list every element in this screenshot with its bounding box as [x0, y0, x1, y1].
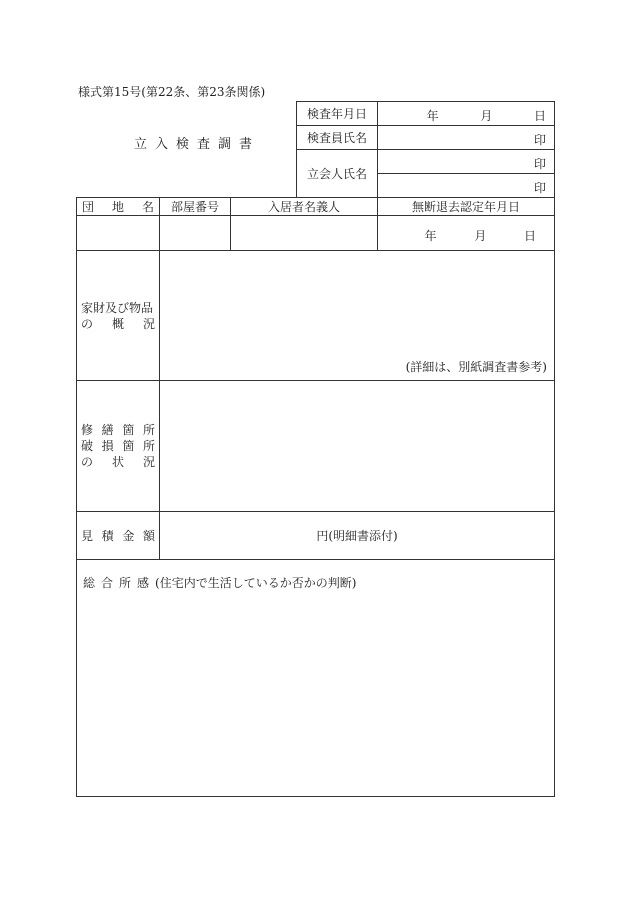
inspection-date-label: 検査年月日 — [297, 102, 378, 126]
repair-label-char: 繕 — [101, 423, 114, 437]
label-char: 地 — [111, 200, 124, 214]
damage-label-char: 破 — [81, 439, 94, 453]
furniture-condition-label-cell — [77, 251, 160, 381]
room-number-field[interactable] — [160, 216, 231, 251]
complex-name-label — [77, 198, 159, 215]
witness-name-field-1[interactable] — [378, 150, 555, 174]
label-char: 名 — [141, 200, 154, 214]
repair-damage-label-cell — [77, 381, 160, 512]
overall-assessment-field[interactable] — [77, 560, 555, 797]
document-title: 立入検査調書 — [134, 137, 261, 152]
repair-label-char: 箇 — [122, 423, 135, 437]
repair-label-char: 修 — [81, 423, 94, 437]
room-number-header: 部屋番号 — [160, 198, 231, 216]
furniture-label-char: の — [81, 316, 94, 331]
inspector-name-field[interactable] — [378, 126, 555, 150]
inspection-body-table — [76, 197, 555, 797]
estimate-amount-field[interactable] — [160, 512, 555, 560]
furniture-label-char: 概 — [111, 316, 124, 331]
estimate-label-char: 積 — [101, 528, 114, 543]
status-label-char: 況 — [142, 455, 155, 469]
form-number-label: 様式第15号(第22条、第23条関係) — [78, 85, 266, 99]
seal-mark: 印 — [533, 157, 546, 171]
label-char: 団 — [82, 200, 95, 214]
estimate-amount-text: 円(明細書添付) — [316, 529, 398, 543]
seal-mark: 印 — [533, 181, 546, 195]
year-unit: 年 — [426, 109, 439, 123]
status-label-char: 状 — [111, 455, 124, 469]
month-unit: 月 — [474, 229, 487, 243]
inspector-name-label: 検査員氏名 — [297, 126, 378, 150]
repair-label-char: 所 — [142, 423, 155, 437]
year-unit: 年 — [424, 229, 437, 243]
inspection-date-field[interactable] — [378, 102, 555, 126]
tenant-name-field[interactable] — [231, 216, 378, 251]
tenant-name-header: 入居者名義人 — [231, 198, 378, 216]
overall-assessment-label: 総合所感 — [83, 576, 156, 590]
complex-name-field[interactable] — [77, 216, 160, 251]
day-unit: 日 — [533, 109, 546, 123]
witness-name-label: 立会人氏名 — [297, 150, 378, 198]
estimate-label-char: 金 — [122, 528, 135, 543]
repair-damage-field[interactable] — [160, 381, 555, 512]
seal-mark: 印 — [533, 133, 546, 147]
furniture-condition-field[interactable] — [160, 251, 555, 381]
estimate-amount-label-cell — [77, 512, 160, 560]
damage-label-char: 所 — [142, 439, 155, 453]
inspection-header-table — [296, 101, 555, 198]
day-unit: 日 — [523, 229, 536, 243]
witness-name-field-2[interactable] — [378, 174, 555, 198]
damage-label-char: 箇 — [122, 439, 135, 453]
estimate-label-char: 見 — [81, 528, 94, 543]
furniture-label-line1: 家財及び物品 — [81, 300, 154, 315]
unauthorized-vacate-date-header: 無断退去認定年月日 — [378, 198, 555, 216]
status-label-char: の — [81, 455, 94, 469]
furniture-detail-note: (詳細は、別紙調査書参考) — [405, 360, 547, 374]
estimate-label-char: 額 — [142, 528, 155, 543]
complex-name-header — [77, 198, 160, 216]
month-unit: 月 — [480, 109, 493, 123]
unauthorized-vacate-date-field[interactable] — [378, 216, 555, 251]
overall-assessment-note: (住宅内で生活しているか否かの判断) — [155, 576, 357, 590]
furniture-label-char: 況 — [142, 316, 155, 331]
damage-label-char: 損 — [101, 439, 114, 453]
